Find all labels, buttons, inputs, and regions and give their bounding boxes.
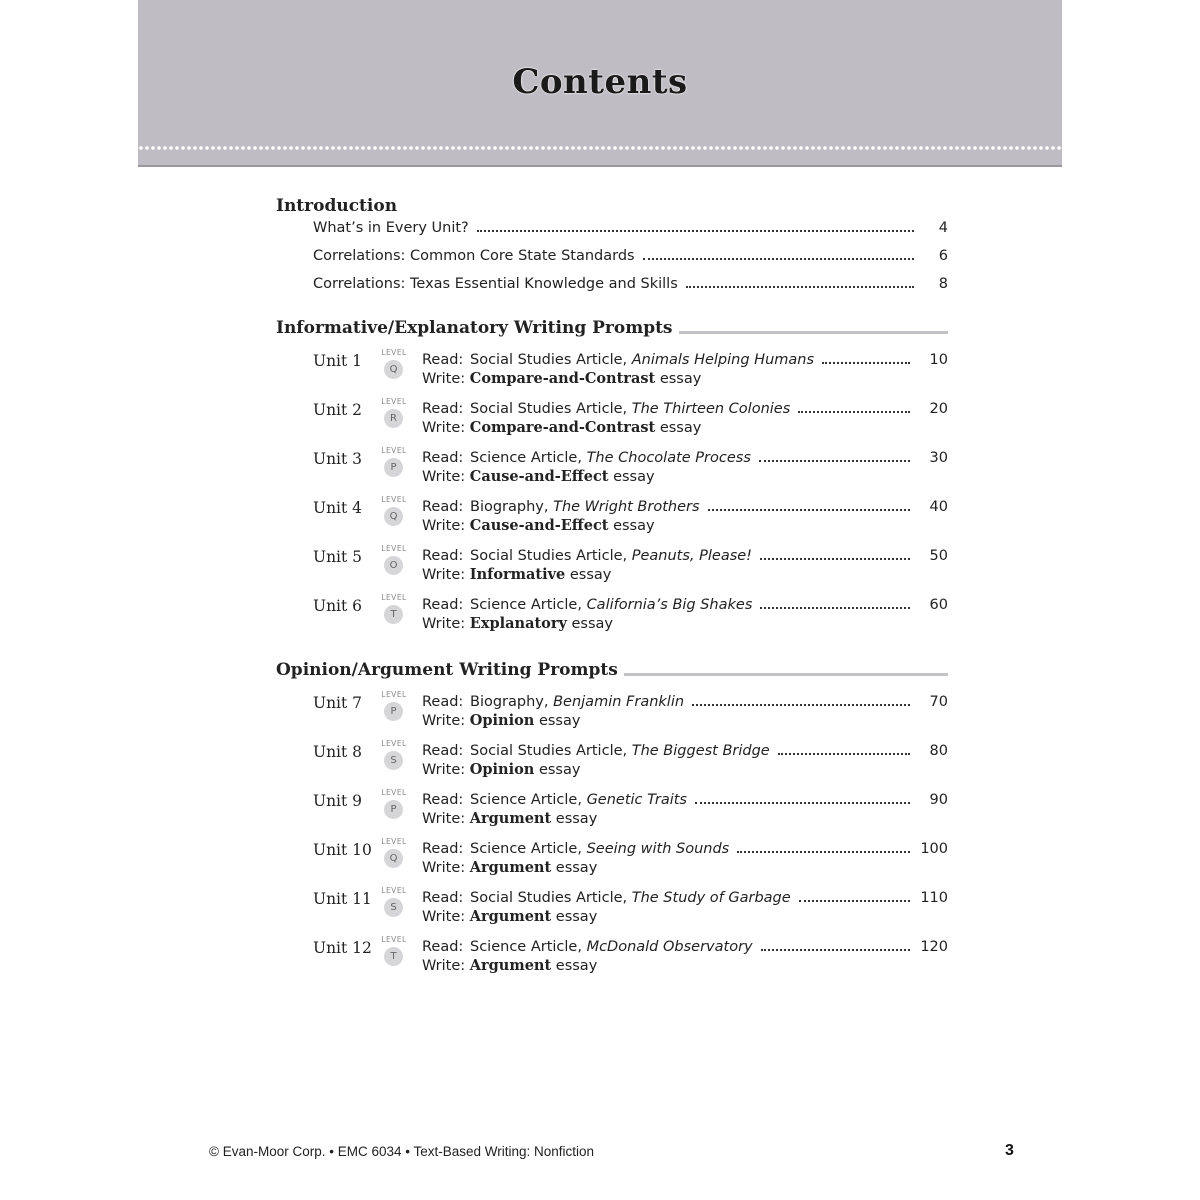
essay-type: Cause-and-Effect (469, 517, 609, 534)
unit-entry[interactable] (313, 348, 948, 401)
page-number: 30 (929, 450, 948, 466)
level-label: LEVEL (381, 397, 407, 406)
reading-title: The Thirteen Colonies (631, 401, 791, 417)
reading-title: Genetic Traits (586, 792, 687, 808)
essay-type: Argument (469, 859, 552, 876)
write-line (422, 370, 701, 387)
reading-genre: Social Studies Article, (470, 890, 628, 906)
level-label: LEVEL (381, 495, 407, 504)
dotted-divider (138, 145, 1062, 151)
essay-type: Argument (469, 810, 552, 827)
unit-entry[interactable] (313, 593, 948, 646)
page-number: 90 (929, 792, 948, 808)
essay-type: Argument (469, 908, 552, 925)
essay-type: Argument (469, 957, 552, 974)
read-line (422, 939, 948, 955)
level-label: LEVEL (381, 544, 407, 553)
header-band (138, 0, 1062, 167)
page-number: 50 (929, 548, 948, 564)
dot-leader (477, 229, 914, 232)
essay-suffix: essay (538, 713, 581, 729)
level-label: LEVEL (381, 837, 407, 846)
unit-label: Unit 2 (313, 401, 363, 419)
essay-type: Opinion (469, 712, 535, 729)
unit-label: Unit 9 (313, 792, 363, 810)
reading-title: Peanuts, Please! (631, 548, 752, 564)
level-letter: P (384, 800, 403, 819)
write-label: Write: (422, 762, 466, 778)
unit-entry[interactable] (313, 446, 948, 499)
read-label: Read: (422, 450, 464, 466)
level-badge-icon (378, 935, 410, 973)
level-letter: S (384, 751, 403, 770)
dot-leader (798, 410, 910, 413)
reading-genre: Science Article, (470, 841, 582, 857)
read-line (422, 792, 948, 808)
write-line (422, 810, 597, 827)
page-number: 80 (929, 743, 948, 759)
write-line (422, 566, 611, 583)
write-label: Write: (422, 811, 466, 827)
reading-genre: Social Studies Article, (470, 743, 628, 759)
write-label: Write: (422, 420, 466, 436)
level-letter: T (384, 947, 403, 966)
essay-suffix: essay (569, 567, 612, 583)
read-label: Read: (422, 597, 464, 613)
unit-entry[interactable] (313, 495, 948, 548)
essay-suffix: essay (555, 909, 598, 925)
write-line (422, 761, 580, 778)
write-line (422, 517, 655, 534)
essay-suffix: essay (571, 616, 614, 632)
level-letter: Q (384, 360, 403, 379)
section-rule (624, 673, 948, 676)
reading-genre: Social Studies Article, (470, 401, 628, 417)
read-label: Read: (422, 694, 464, 710)
dot-leader (761, 948, 910, 951)
unit-label: Unit 10 (313, 841, 372, 859)
reading-genre: Biography, (470, 499, 549, 515)
write-label: Write: (422, 958, 466, 974)
footer-credit: © Evan-Moor Corp. • EMC 6034 • Text-Based Writing: Nonfiction (209, 1144, 595, 1159)
toc-entry[interactable] (313, 248, 948, 276)
level-label: LEVEL (381, 446, 407, 455)
dot-leader (686, 285, 914, 288)
write-label: Write: (422, 860, 466, 876)
write-label: Write: (422, 371, 466, 387)
dot-leader (695, 801, 910, 804)
essay-suffix: essay (659, 420, 702, 436)
read-line (422, 743, 948, 759)
level-letter: P (384, 458, 403, 477)
level-badge-icon (378, 495, 410, 533)
section-heading (276, 314, 948, 338)
section-rule (679, 331, 948, 334)
reading-genre: Science Article, (470, 597, 582, 613)
page-title: Contents (512, 62, 688, 102)
footer-page-number: 3 (1005, 1142, 1014, 1159)
dot-leader (737, 850, 910, 853)
write-line (422, 908, 597, 925)
unit-entry[interactable] (313, 837, 948, 890)
write-line (422, 419, 701, 436)
dot-leader (759, 459, 910, 462)
reading-genre: Biography, (470, 694, 549, 710)
reading-title: Seeing with Sounds (586, 841, 730, 857)
reading-title: California’s Big Shakes (586, 597, 753, 613)
level-badge-icon (378, 739, 410, 777)
level-badge-icon (378, 348, 410, 386)
unit-entry[interactable] (313, 886, 948, 939)
level-letter: S (384, 898, 403, 917)
read-line (422, 450, 948, 466)
level-badge-icon (378, 544, 410, 582)
read-line (422, 548, 948, 564)
read-label: Read: (422, 548, 464, 564)
level-label: LEVEL (381, 348, 407, 357)
page-number: 10 (929, 352, 948, 368)
unit-label: Unit 4 (313, 499, 363, 517)
section-heading-introduction (276, 192, 948, 216)
read-label: Read: (422, 499, 464, 515)
read-line (422, 694, 948, 710)
section-heading (276, 656, 948, 680)
reading-title: McDonald Observatory (586, 939, 753, 955)
write-label: Write: (422, 909, 466, 925)
unit-entry[interactable] (313, 935, 948, 988)
unit-label: Unit 7 (313, 694, 363, 712)
read-label: Read: (422, 841, 464, 857)
level-label: LEVEL (381, 886, 407, 895)
level-letter: T (384, 605, 403, 624)
unit-entry[interactable] (313, 690, 948, 743)
essay-type: Informative (469, 566, 566, 583)
read-label: Read: (422, 743, 464, 759)
section-heading-label: Introduction (276, 196, 398, 216)
write-label: Write: (422, 567, 466, 583)
write-line (422, 957, 597, 974)
read-line (422, 352, 948, 368)
reading-title: The Study of Garbage (631, 890, 791, 906)
reading-genre: Social Studies Article, (470, 352, 628, 368)
read-label: Read: (422, 792, 464, 808)
unit-entry[interactable] (313, 739, 948, 792)
dot-leader (760, 557, 910, 560)
unit-entry[interactable] (313, 788, 948, 841)
essay-type: Compare-and-Contrast (469, 419, 656, 436)
read-line (422, 499, 948, 515)
toc-entry-label: Correlations: Common Core State Standards (313, 248, 635, 264)
toc-entry[interactable] (313, 220, 948, 248)
essay-suffix: essay (613, 469, 655, 485)
section-heading-label: Opinion/Argument Writing Prompts (276, 660, 618, 680)
level-badge-icon (378, 837, 410, 875)
toc-entry[interactable] (313, 276, 948, 304)
read-label: Read: (422, 401, 464, 417)
essay-suffix: essay (613, 518, 655, 534)
level-letter: R (384, 409, 403, 428)
level-letter: P (384, 702, 403, 721)
unit-label: Unit 8 (313, 743, 363, 761)
write-line (422, 712, 580, 729)
write-label: Write: (422, 469, 466, 485)
toc-entry-label: What’s in Every Unit? (313, 220, 469, 236)
dot-leader (799, 899, 910, 902)
level-badge-icon (378, 397, 410, 435)
write-label: Write: (422, 713, 466, 729)
level-badge-icon (378, 446, 410, 484)
reading-title: Animals Helping Humans (631, 352, 815, 368)
essay-suffix: essay (659, 371, 702, 387)
essay-suffix: essay (555, 860, 598, 876)
page-number: 60 (929, 597, 948, 613)
write-label: Write: (422, 518, 466, 534)
read-line (422, 401, 948, 417)
unit-label: Unit 6 (313, 597, 363, 615)
unit-label: Unit 5 (313, 548, 363, 566)
essay-type: Explanatory (469, 615, 567, 632)
read-label: Read: (422, 939, 464, 955)
essay-suffix: essay (555, 958, 598, 974)
level-label: LEVEL (381, 593, 407, 602)
reading-genre: Social Studies Article, (470, 548, 628, 564)
page-number: 110 (920, 890, 948, 906)
level-badge-icon (378, 690, 410, 728)
page-number: 70 (929, 694, 948, 710)
read-line (422, 890, 948, 906)
level-badge-icon (378, 788, 410, 826)
essay-type: Opinion (469, 761, 535, 778)
reading-title: The Wright Brothers (553, 499, 700, 515)
dot-leader (778, 752, 910, 755)
level-label: LEVEL (381, 935, 407, 944)
reading-title: The Chocolate Process (586, 450, 751, 466)
essay-suffix: essay (555, 811, 598, 827)
level-badge-icon (378, 886, 410, 924)
write-label: Write: (422, 616, 466, 632)
essay-suffix: essay (538, 762, 581, 778)
level-label: LEVEL (381, 788, 407, 797)
read-line (422, 597, 948, 613)
page-number: 100 (920, 841, 948, 857)
level-label: LEVEL (381, 739, 407, 748)
dot-leader (822, 361, 910, 364)
dot-leader (760, 606, 910, 609)
page-number: 6 (938, 248, 948, 264)
essay-type: Cause-and-Effect (469, 468, 609, 485)
read-label: Read: (422, 890, 464, 906)
page-number: 120 (920, 939, 948, 955)
section-heading-label: Informative/Explanatory Writing Prompts (276, 318, 673, 338)
unit-label: Unit 1 (313, 352, 363, 370)
toc-entry-label: Correlations: Texas Essential Knowledge and Skills (313, 276, 678, 292)
reading-genre: Science Article, (470, 939, 582, 955)
reading-genre: Science Article, (470, 450, 582, 466)
unit-entry[interactable] (313, 397, 948, 450)
reading-title: Benjamin Franklin (553, 694, 685, 710)
page-number: 40 (929, 499, 948, 515)
level-letter: O (384, 556, 403, 575)
read-label: Read: (422, 352, 464, 368)
unit-label: Unit 11 (313, 890, 372, 908)
unit-label: Unit 3 (313, 450, 363, 468)
level-letter: Q (384, 507, 403, 526)
sections-container (276, 314, 948, 988)
level-badge-icon (378, 593, 410, 631)
page-number: 20 (929, 401, 948, 417)
page-number: 8 (938, 276, 948, 292)
table-of-contents (276, 192, 948, 988)
dot-leader (692, 703, 910, 706)
reading-genre: Science Article, (470, 792, 582, 808)
level-letter: Q (384, 849, 403, 868)
write-line (422, 615, 613, 632)
dot-leader (643, 257, 914, 260)
write-line (422, 859, 597, 876)
reading-title: The Biggest Bridge (631, 743, 770, 759)
essay-type: Compare-and-Contrast (469, 370, 656, 387)
page-number: 4 (938, 220, 948, 236)
unit-entry[interactable] (313, 544, 948, 597)
read-line (422, 841, 948, 857)
level-label: LEVEL (381, 690, 407, 699)
dot-leader (708, 508, 910, 511)
unit-label: Unit 12 (313, 939, 372, 957)
write-line (422, 468, 655, 485)
